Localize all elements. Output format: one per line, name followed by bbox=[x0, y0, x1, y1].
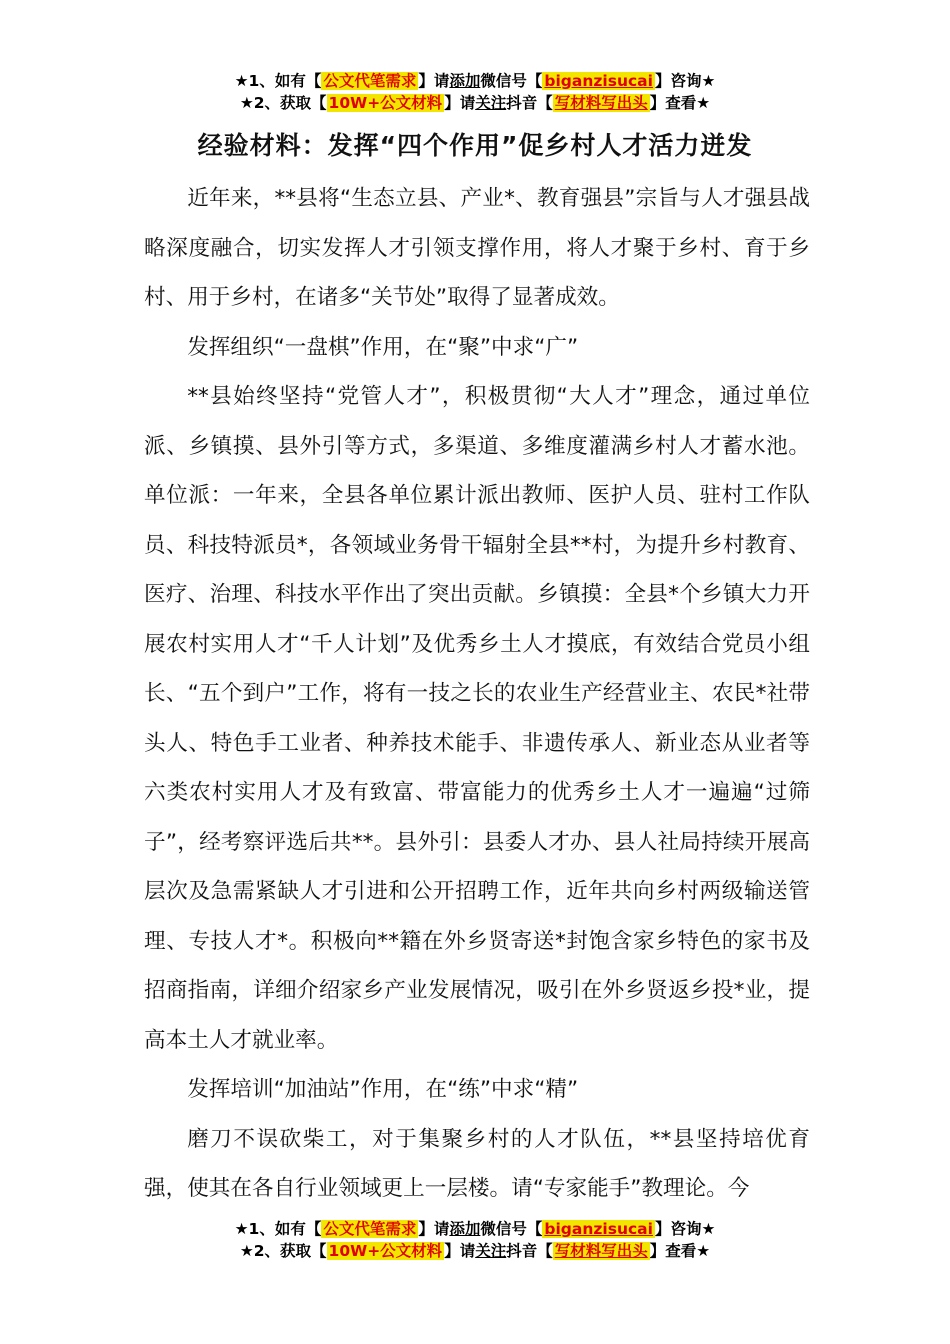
footer-banner bbox=[0, 1218, 950, 1262]
banner-text: 】请 bbox=[444, 1242, 476, 1260]
paragraph-intro: 近年来，**县将“生态立县、产业*、教育强县”宗旨与人才强县战略深度融合，切实发挥人才引领支撑作用，将人才聚于乡村、育于乡村、用于乡村，在诸多“关节处”取得了显著成效。 bbox=[144, 186, 810, 310]
document-body bbox=[144, 174, 810, 1214]
banner-text: 】请 bbox=[444, 94, 476, 112]
banner-text: 抖音【 bbox=[506, 94, 553, 112]
paragraph: **县始终坚持“党管人才”，积极贯彻“大人才”理念，通过单位派、乡镇摸、县外引等方式，多渠道、多维度灌满乡村人才蓄水池。单位派：一年来，全县各单位累计派出教师、医护人员、驻村工作队员、科技特派员*，各领域业务骨干辐射全县**村，为提升乡村教育、医疗、治理、科技水平作出了突出贡献。乡镇摸：全县*个乡镇大力开展农村实用人才“千人计划”及优秀乡土人才摸底，有效结合党员小组长、“五个到户”工作，将有一技之长的农业生产经营业主、农民*社带头人、特色手工业者、种养技术能手、非遗传承人、新业态从业者等六类农村实用人才及有致富、带富能力的优秀乡土人才一遍遍“过筛子”，经考察评选后共**。县外引：县委人才办、县人社局持续开展高层次及急需紧缺人才引进和公开招聘工作，近年共向乡村两级输送管理、专技人才*。积极向**籍在外乡贤寄送*封饱含家乡特色的家书及招商指南，详细介绍家乡产业发展情况，吸引在外乡贤返乡投*业，提高本土人才就业率。 bbox=[144, 384, 810, 1053]
highlight-service: 公文代笔需求 bbox=[323, 72, 417, 90]
underlined-word: 添加 bbox=[449, 72, 481, 90]
underlined-word: 关注 bbox=[475, 94, 507, 112]
banner-text: 】查看★ bbox=[649, 1242, 711, 1260]
banner-text: 微信号【 bbox=[480, 72, 543, 90]
banner-line-2 bbox=[0, 1240, 950, 1262]
banner-text: ★1、如有【 bbox=[234, 1220, 322, 1238]
underlined-word: 关注 bbox=[475, 1242, 507, 1260]
header-banner bbox=[0, 70, 950, 114]
highlight-service: 公文代笔需求 bbox=[323, 1220, 417, 1238]
highlight-wechat-id: biganzisucai bbox=[544, 72, 653, 90]
highlight-materials: 10W+公文材料 bbox=[328, 1242, 443, 1260]
banner-line-1 bbox=[0, 1218, 950, 1240]
highlight-douyin: 写材料写出头 bbox=[554, 94, 648, 112]
document-title: 经验材料：发挥“四个作用”促乡村人才活力迸发 bbox=[197, 131, 753, 160]
highlight-materials: 10W+公文材料 bbox=[328, 94, 443, 112]
banner-text: 】请 bbox=[418, 1220, 450, 1238]
banner-text: 】查看★ bbox=[649, 94, 711, 112]
banner-text: ★2、获取【 bbox=[239, 1242, 327, 1260]
banner-text: 抖音【 bbox=[506, 1242, 553, 1260]
highlight-douyin: 写材料写出头 bbox=[554, 1242, 648, 1260]
banner-text: 微信号【 bbox=[480, 1220, 543, 1238]
banner-text: ★1、如有【 bbox=[234, 72, 322, 90]
banner-line-1 bbox=[0, 70, 950, 92]
banner-text: 】咨询★ bbox=[654, 72, 716, 90]
banner-text: ★2、获取【 bbox=[239, 94, 327, 112]
banner-text: 】请 bbox=[418, 72, 450, 90]
banner-text: 】咨询★ bbox=[654, 1220, 716, 1238]
section-heading: 发挥组织“一盘棋”作用，在“聚”中求“广” bbox=[187, 334, 579, 360]
paragraph: 磨刀不误砍柴工，对于集聚乡村的人才队伍，**县坚持培优育强，使其在各自行业领域更上一层楼。请“专家能手”教理论。今 bbox=[144, 1126, 810, 1201]
underlined-word: 添加 bbox=[449, 1220, 481, 1238]
highlight-wechat-id: biganzisucai bbox=[544, 1220, 653, 1238]
banner-line-2 bbox=[0, 92, 950, 114]
section-heading: 发挥培训“加油站”作用，在“练”中求“精” bbox=[187, 1077, 579, 1102]
